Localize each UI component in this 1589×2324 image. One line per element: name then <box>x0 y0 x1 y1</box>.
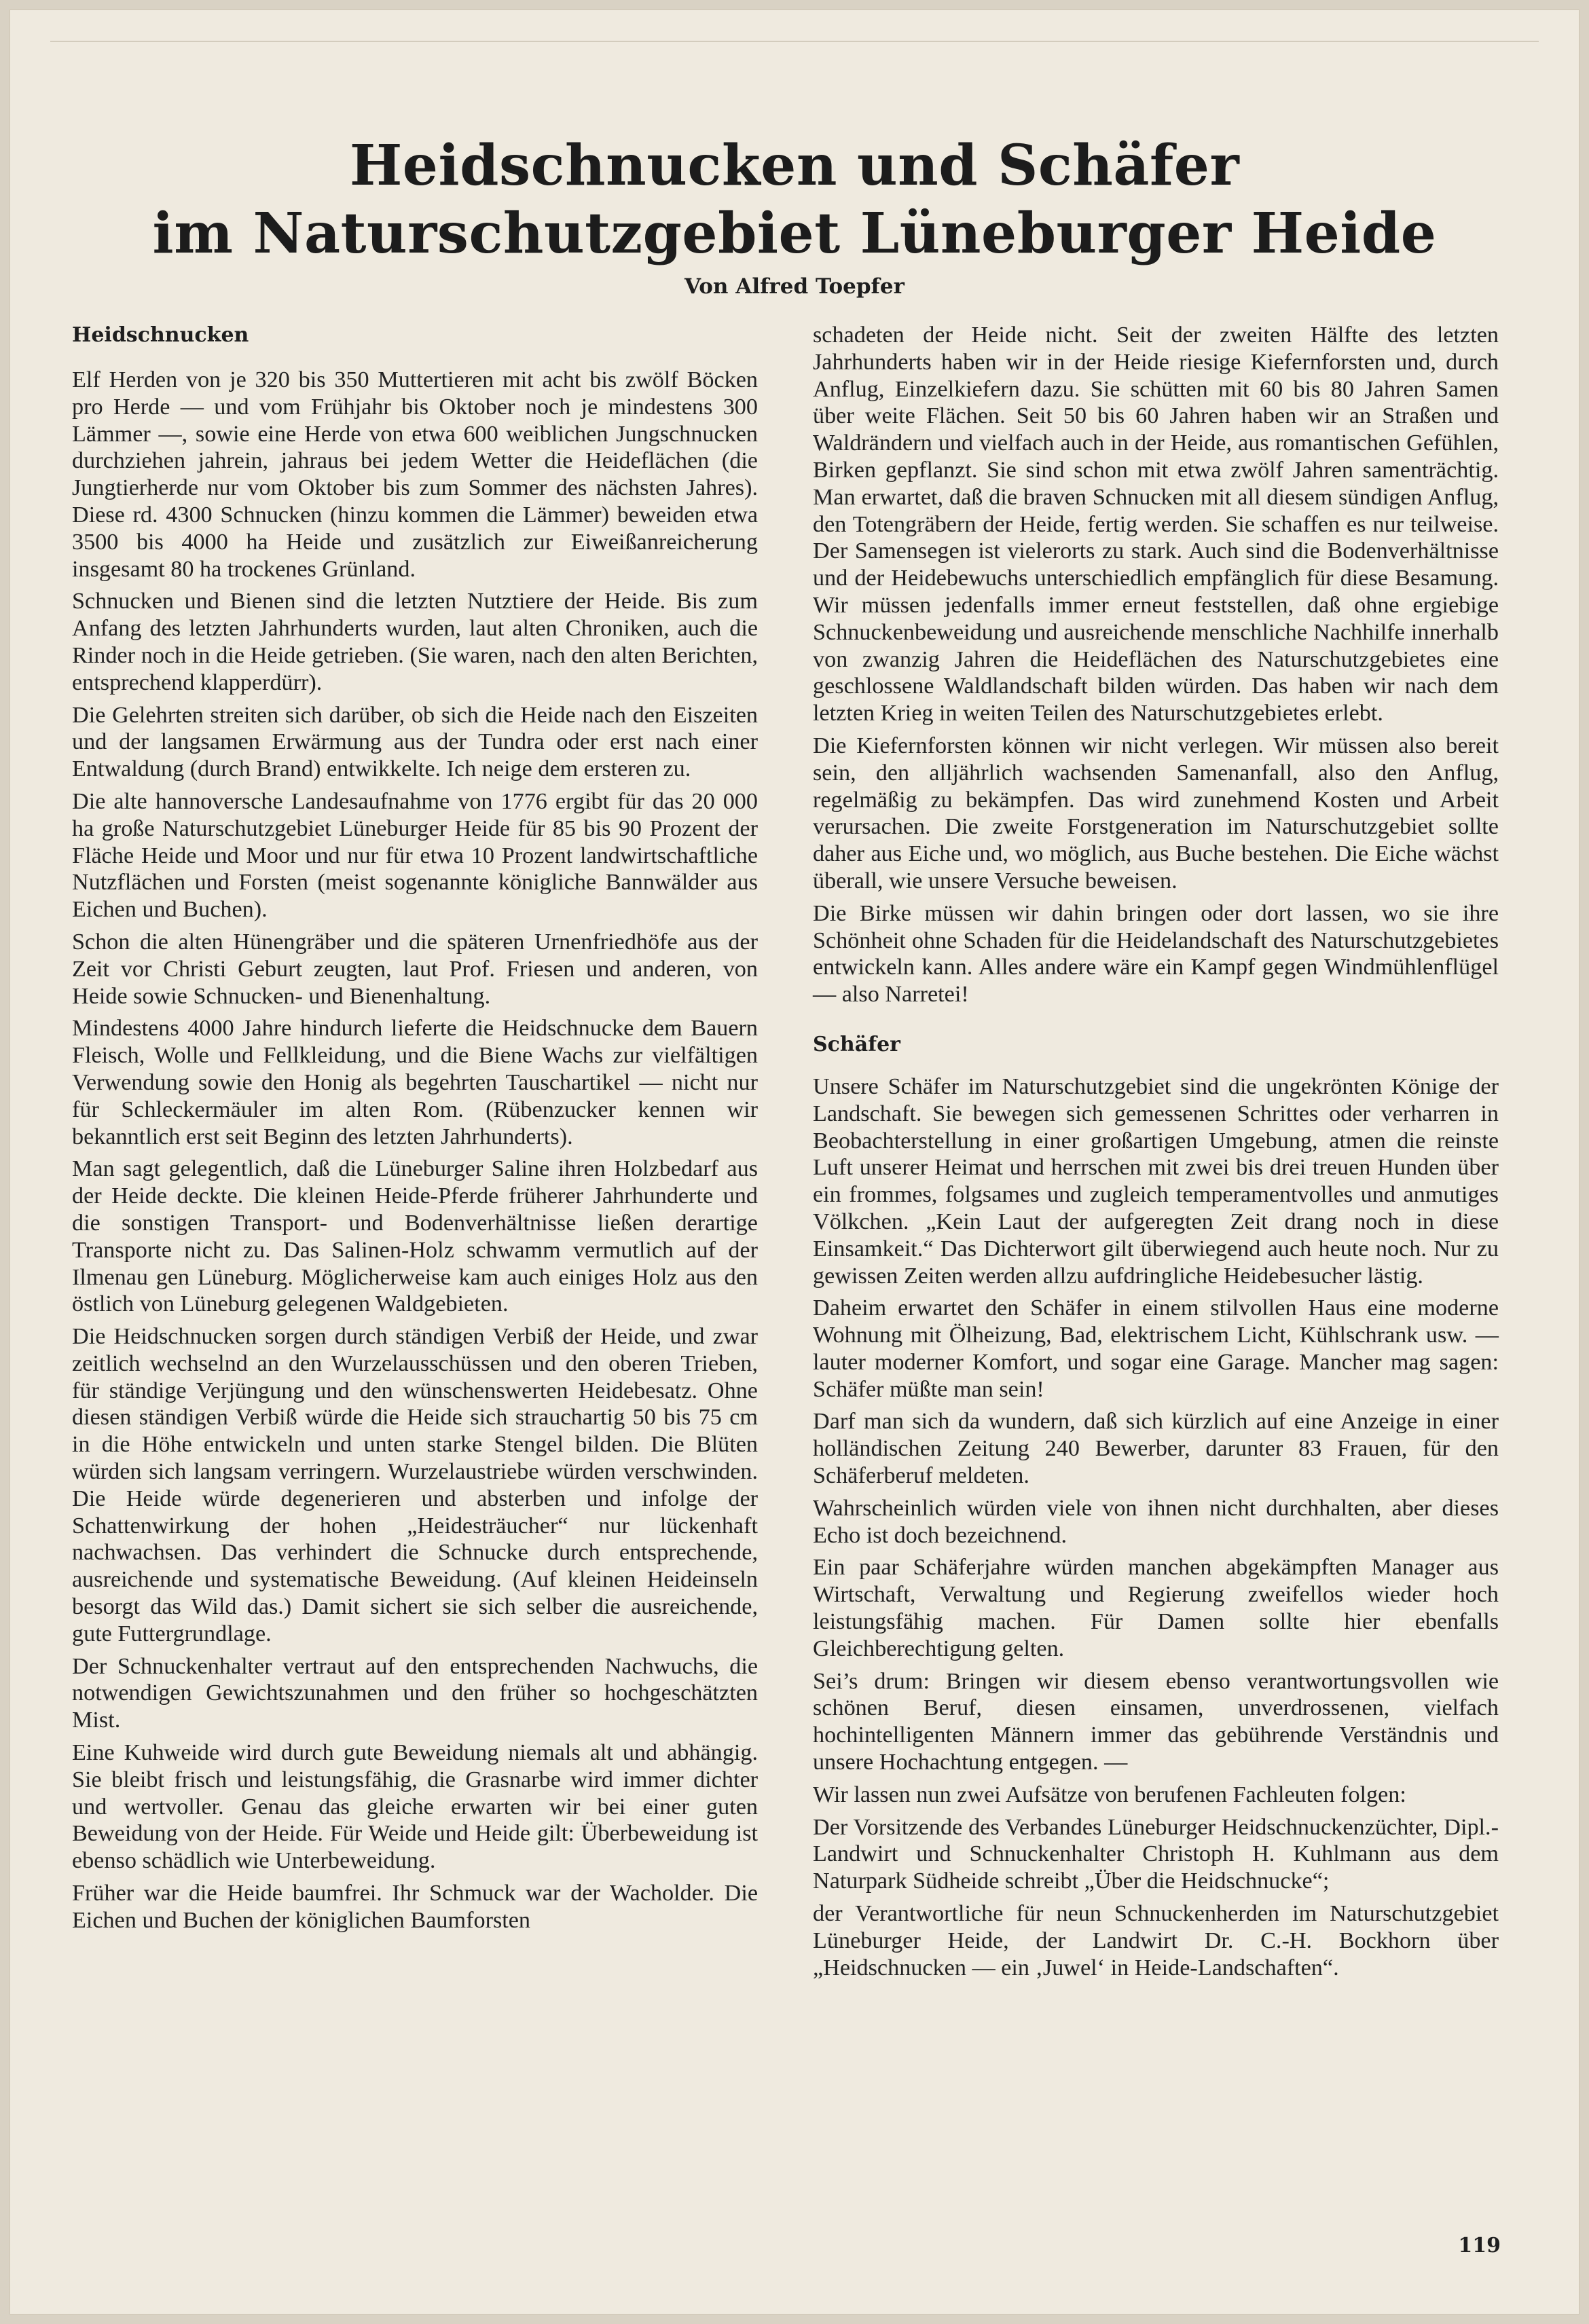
paragraph: Die Kiefernforsten können wir nicht verlegen. Wir müssen also bereit sein, den alljährlich wachsenden Samenanfall, also den Anflug, regelmäßig zu bekämpfen. Das wird zunehmend Kosten und Arbeit verursachen. Die zweite Forstgeneration im Naturschutzgebiet sollte daher aus Eiche und, wo möglich, aus Buche bestehen. Die Eiche wächst überall, wie unsere Versuche beweisen. <box>813 733 1499 893</box>
paragraph: Darf man sich da wundern, daß sich kürzlich auf eine Anzeige in einer holländischen Zeitung 240 Bewerber, darunter 83 Frauen, für den Schäferberuf meldeten. <box>813 1409 1499 1489</box>
paragraph: Elf Herden von je 320 bis 350 Muttertieren mit acht bis zwölf Böcken pro Herde — und vom Frühjahr bis Oktober noch je mindestens 300 Lämmer —, sowie eine Herde von etwa 600 weiblichen Jungschnucken durchziehen jahrein, jahraus bei jedem Wetter die Heideflächen (die Jungtierherde nur vom Oktober bis zum Sommer des nächsten Jahres). Diese rd. 4300 Schnucken (hinzu kommen die Lämmer) beweiden etwa 3500 bis 4000 ha Heide und zusätzlich zur Eiweißanreicherung insgesamt 80 ha trockenes Grünland. <box>72 367 758 582</box>
left-column <box>72 322 758 1940</box>
paragraph: Die Gelehrten streiten sich darüber, ob sich die Heide nach den Eiszeiten und der langsamen Erwärmung aus der Tundra oder erst nach einer Entwaldung (durch Brand) entwikkelte. Ich neige dem ersteren zu. <box>72 702 758 782</box>
paragraph: Die Heidschnucken sorgen durch ständigen Verbiß der Heide, und zwar zeitlich wechselnd an den Wurzelausschüssen und den oberen Trieben, für ständige Verjüngung und den wünschenswerten Heidebesatz. Ohne diesen ständigen Verbiß würde die Heide sich strauchartig 50 bis 75 cm in die Höhe entwickeln und unten starke Stengel bilden. Die Blüten würden sich langsam verringern. Wurzelaustriebe würden verschwinden. Die Heide würde degenerieren und absterben und infolge der Schattenwirkung der hohen „Heidesträucher“ nur lückenhaft nachwachsen. Das verhindert die Schnucke durch entsprechende, ausreichende und systematische Beweidung. (Auf kleinen Heideinseln besorgt das Wild das.) Damit sichert sie sich selber die ausreichende, gute Futtergrundlage. <box>72 1324 758 1646</box>
top-rule <box>50 41 1539 42</box>
section-heading-schaefer: Schäfer <box>813 1032 900 1056</box>
paragraph: Der Schnuckenhalter vertraut auf den entsprechenden Nachwuchs, die notwendigen Gewichtszunahmen und den früher so hochgeschätzten Mist. <box>72 1653 758 1733</box>
paragraph: Schon die alten Hünengräber und die späteren Urnenfriedhöfe aus der Zeit vor Christi Geburt zeugten, laut Prof. Friesen und anderen, von Heide sowie Schnucken- und Bienenhaltung. <box>72 929 758 1009</box>
paragraph: Eine Kuhweide wird durch gute Beweidung niemals alt und abhängig. Sie bleibt frisch und leistungsfähig, die Grasnarbe wird immer dichter und wertvoller. Genau das gleiche erwarten wir bei einer guten Beweidung von der Heide. Für Weide und Heide gilt: Überbeweidung ist ebenso schädlich wie Unterbeweidung. <box>72 1740 758 1874</box>
paragraph: Ein paar Schäferjahre würden manchen abgekämpften Manager aus Wirtschaft, Verwaltung und Regierung zweifellos wieder hoch leistungsfähig machen. Für Damen sollte hier ebenfalls Gleichberechtigung gelten. <box>813 1555 1499 1661</box>
paragraph: Unsere Schäfer im Naturschutzgebiet sind die ungekrönten Könige der Landschaft. Sie bewegen sich gemessenen Schrittes oder verharren in Beobachterstellung in einer großartigen Umgebung, atmen die reinste Luft unserer Heimat und herrschen mit zwei bis drei treuen Hunden über ein frommes, folgsames und zugleich temperamentvolles und anmutiges Völkchen. „Kein Laut der aufgeregten Zeit drang noch in diese Einsamkeit.“ Das Dichterwort gilt überwiegend auch heute noch. Nur zu gewissen Zeiten werden allzu aufdringliche Heidebesucher lästig. <box>813 1073 1499 1289</box>
paragraph: Schnucken und Bienen sind die letzten Nutztiere der Heide. Bis zum Anfang des letzten Jahrhunderts wurden, laut alten Chroniken, auch die Rinder noch in die Heide getrieben. (Sie waren, nach den alten Berichten, entsprechend klapperdürr). <box>72 589 758 695</box>
byline: Von Alfred Toepfer <box>684 274 905 299</box>
page-number: 119 <box>1458 2234 1501 2257</box>
paragraph: Die alte hannoversche Landesaufnahme von 1776 ergibt für das 20 000 ha große Naturschutzgebiet Lüneburger Heide für 85 bis 90 Prozent der Fläche Heide und Moor und nur für etwa 10 Prozent landwirtschaftliche Nutzflächen und Forsten (meist sogenannte königliche Bannwälder aus Eichen und Buchen). <box>72 788 758 923</box>
paragraph: Wir lassen nun zwei Aufsätze von berufenen Fachleuten folgen: <box>813 1782 1406 1807</box>
article-title <box>10 132 1579 268</box>
paragraph: Man sagt gelegentlich, daß die Lüneburger Saline ihren Holzbedarf aus der Heide deckte. Die kleinen Heide-Pferde früherer Jahrhunderte und die sonstigen Transport- und Bodenverhältnisse ließen derartige Transporte nicht zu. Das Salinen-Holz schwamm vermutlich auf der Ilmenau gen Lüneburg. Möglicherweise kam auch einiges Holz aus den östlich von Lüneburg gelegenen Waldgebieten. <box>72 1156 758 1317</box>
paragraph: Daheim erwartet den Schäfer in einem stilvollen Haus eine moderne Wohnung mit Ölheizung, Bad, elektrischem Licht, Kühlschrank usw. — lauter moderner Komfort, und sogar eine Garage. Mancher mag sagen: Schäfer müßte man sein! <box>813 1295 1499 1402</box>
title-line-1: Heidschnucken und Schäfer <box>349 133 1240 198</box>
paragraph: Sei’s drum: Bringen wir diesem ebenso verantwortungsvollen wie schönen Beruf, diesen einsamen, unverdrossenen, vielfach hochintelligenten Männern immer das gebührende Verständnis und unsere Hochachtung entgegen. — <box>813 1668 1499 1775</box>
section-heading-heidschnucken: Heidschnucken <box>72 323 249 347</box>
paragraph: Wahrscheinlich würden viele von ihnen nicht durchhalten, aber dieses Echo ist doch bezeichnend. <box>813 1495 1499 1548</box>
magazine-page <box>10 10 1579 2314</box>
paragraph: Mindestens 4000 Jahre hindurch lieferte die Heidschnucke dem Bauern Fleisch, Wolle und Fellkleidung, und die Biene Wachs zur vielfältigen Verwendung sowie den Honig als begehrten Tauschartikel — nicht nur für Schleckermäuler im alten Rom. (Rübenzucker kennen wir bekanntlich erst seit Beginn des letzten Jahrhunderts). <box>72 1016 758 1149</box>
paragraph: Die Birke müssen wir dahin bringen oder dort lassen, wo sie ihre Schönheit ohne Schaden für die Heidelandschaft des Naturschutzgebietes entwickeln kann. Alles andere wäre ein Kampf gegen Windmühlenflügel — also Narretei! <box>813 900 1499 1008</box>
paragraph: schadeten der Heide nicht. Seit der zweiten Hälfte des letzten Jahrhunderts haben wir in der Heide riesige Kiefernforsten und, durch Anflug, Einzelkiefern dazu. Sie schütten mit 60 bis 80 Jahren Samen über weite Flächen. Seit 50 bis 60 Jahren haben wir an Straßen und Waldrändern und vielfach auch in der Heide, aus romantischen Gefühlen, Birken gepflanzt. Sie sind schon mit etwa zwölf Jahren samenträchtig. Man erwartet, daß die braven Schnucken mit all diesem sündigen Anflug, den Totengräbern der Heide, fertig werden. Sie schaffen es nur teilweise. Der Samensegen ist vielerorts zu stark. Auch sind die Bodenverhältnisse und der Heidebewuchs unterschiedlich empfänglich für diese Besamung. Wir müssen jedenfalls immer erneut feststellen, daß ohne ergiebige Schnuckenbeweidung und ausreichende menschliche Nachhilfe innerhalb von zwanzig Jahren die Heideflächen des Naturschutzgebietes eine geschlossene Waldlandschaft bilden würden. Das haben wir nach dem letzten Krieg in weiten Teilen des Naturschutzgebietes erlebt. <box>813 322 1499 726</box>
paragraph: der Verantwortliche für neun Schnuckenherden im Naturschutzgebiet Lüneburger Heide, der Landwirt Dr. C.-H. Bockhorn über „Heidschnucken — ein ‚Juwel‘ in Heide-Landschaften“. <box>813 1901 1499 1980</box>
paragraph: Der Vorsitzende des Verbandes Lüneburger Heidschnuckenzüchter, Dipl.-Landwirt und Schnuckenhalter Christoph H. Kuhlmann aus dem Naturpark Südheide schreibt „Über die Heidschnucke“; <box>813 1814 1499 1894</box>
paragraph: Früher war die Heide baumfrei. Ihr Schmuck war der Wacholder. Die Eichen und Buchen der königlichen Baumforsten <box>72 1881 758 1933</box>
title-line-2: im Naturschutzgebiet Lüneburger Heide <box>152 201 1437 266</box>
right-column <box>813 322 1499 1987</box>
